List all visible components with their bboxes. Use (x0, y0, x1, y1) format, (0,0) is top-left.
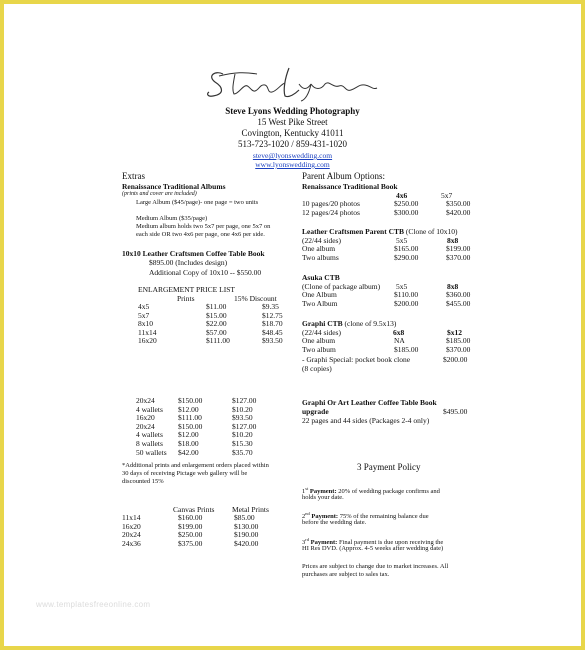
table-row: 16x20 $111.00 $93.50 (138, 336, 283, 346)
table-row: 24x36 $375.00 $420.00 (122, 538, 259, 548)
enl-note-2: 30 days of receiving Pictage web gallery will be (122, 470, 248, 477)
ren-book-title: Renaissance Traditional Book (302, 182, 398, 191)
payment-2-line-2: before the wedding date. (302, 519, 367, 526)
payment-1-line-2: holds your date. (302, 494, 344, 501)
graphi-special: - Graphi Special: pocket book clone (302, 355, 411, 364)
coffee-book-copy: Additional Copy of 10x10 -- $550.00 (149, 268, 262, 277)
table-row: 16x20 $199.00 $130.00 (122, 521, 259, 531)
table-row: 20x24 $150.00 $127.00 (136, 421, 257, 431)
payment-policy-title: 3 Payment Policy (357, 462, 421, 472)
price-notice-1: Prices are subject to change due to market increases. All (302, 563, 449, 570)
ren-book-table (302, 200, 470, 217)
payment-3-line-2: HI Res DVD. (Approx. 4-5 weeks after wedding date) (302, 545, 444, 552)
graphi-sides: (22/44 sides) (302, 328, 341, 337)
company-name: Steve Lyons Wedding Photography (225, 106, 360, 116)
upgrade-title-1: Graphi Or Art Leather Coffee Table Book (302, 398, 437, 407)
graphi-table (302, 337, 470, 354)
table-row: One album $165.00 $199.00 (302, 244, 471, 253)
upgrade-desc: 22 pages and 44 sides (Packages 2-4 only) (302, 416, 430, 425)
table-row: 20x24 $250.00 $190.00 (122, 530, 259, 540)
payment-1-line-1: 1st Payment: 20% of wedding package confirms and (302, 486, 440, 496)
phone-numbers: 513-723-1020 / 859-431-1020 (238, 139, 347, 149)
enlargement-title: ENLARGEMENT PRICE LIST (138, 285, 235, 294)
leather-ctb-title: Leather Craftsmen Parent CTB (Clone of 10x10) (302, 227, 458, 236)
enl-header-discount: 15% Discount (234, 294, 277, 303)
canvas-header: Canvas Prints (173, 505, 215, 514)
table-row: Two albums $290.00 $370.00 (302, 252, 471, 262)
table-row: 12 pages/24 photos $300.00 $420.00 (302, 207, 471, 217)
website-link[interactable]: www.lyonswedding.com (255, 160, 330, 169)
graphi-title: Graphi CTB (clone of 9.5x13) (302, 319, 397, 328)
medium-album-desc-2: each side OR two 4x6 per page, one 4x6 per side. (136, 231, 265, 238)
address-city: Covington, Kentucky 41011 (241, 128, 344, 138)
table-row: 8 wallets $18.00 $15.30 (136, 438, 253, 448)
enl-header-prints: Prints (177, 294, 195, 303)
enl-note-1: *Additional prints and enlargement orders placed within (122, 462, 269, 469)
asuka-col-8x8: 8x8 (447, 282, 459, 291)
payment-2-line-1: 2nd Payment: 75% of the remaining balance due (302, 511, 429, 521)
payment-3-line-1: 3rd Payment: Final payment is due upon receiving the (302, 537, 444, 547)
table-row: 8x10 $22.00 $18.70 (138, 319, 283, 329)
leather-col-8x8: 8x8 (447, 236, 459, 245)
signature-logo (205, 64, 380, 102)
table-row: 4 wallets $12.00 $10.20 (136, 430, 253, 440)
wall-prints-table (136, 397, 256, 457)
graphi-special-copies: (8 copies) (302, 364, 332, 373)
coffee-book-title: 10x10 Leather Craftsmen Coffee Table Book (122, 249, 265, 258)
upgrade-title-2: upgrade (302, 407, 329, 416)
graphi-col-8x12: $x12 (447, 328, 462, 337)
table-row: Two Album $200.00 $455.00 (302, 298, 471, 308)
table-row: Two album $185.00 $370.00 (302, 344, 471, 354)
extras-title: Extras (122, 171, 145, 181)
address-street: 15 West Pike Street (257, 117, 328, 127)
upgrade-price: $495.00 (443, 407, 468, 416)
table-row: 4 wallets $12.00 $10.20 (136, 404, 253, 414)
coffee-book-price: $895.00 (Includes design) (149, 258, 228, 267)
leather-col-5x5: 5x5 (396, 236, 408, 245)
leather-table (302, 245, 470, 262)
table-row: 4x5 $11.00 $9.35 (138, 302, 279, 311)
ren-albums-note: (prints and cover are included) (122, 191, 197, 197)
large-album-text: Large Album ($45/page)- one page = two units (136, 199, 259, 206)
asuka-table (302, 291, 470, 308)
watermark: www.templatesfreeonline.com (36, 600, 151, 609)
table-row: 16x20 $111.00 $93.50 (136, 413, 253, 423)
metal-header: Metal Prints (232, 505, 269, 514)
email-link[interactable]: steve@lyonswedding.com (252, 151, 333, 160)
ren-col-4x6: 4x6 (396, 191, 408, 200)
table-row: 11x14 $160.00 $85.00 (122, 513, 255, 522)
asuka-title: Asuka CTB (302, 273, 340, 282)
parent-options-title: Parent Album Options: (302, 171, 385, 181)
table-row: 10 pages/20 photos $250.00 $350.00 (302, 199, 471, 208)
table-row: 20x24 $150.00 $127.00 (136, 396, 257, 405)
asuka-col-5x5: 5x5 (396, 282, 408, 291)
medium-album-text: Medium Album ($35/page) (136, 215, 208, 222)
enl-note-3: discounted 15% (122, 478, 164, 485)
table-row: One album NA $185.00 (302, 336, 471, 345)
ren-albums-title: Renaissance Traditional Albums (122, 182, 226, 191)
canvas-metal-table (122, 514, 258, 548)
table-row: 5x7 $15.00 $12.75 (138, 310, 283, 320)
graphi-col-6x8: 6x8 (393, 328, 405, 337)
leather-sides: (22/44 sides) (302, 236, 341, 245)
ren-col-5x7: 5x7 (441, 191, 453, 200)
enlargement-table (138, 303, 283, 346)
asuka-sub: (Clone of package album) (302, 282, 381, 291)
price-notice-2: purchases are subject to sales tax. (302, 571, 390, 578)
medium-album-desc-1: Medium album holds two 5x7 per page, one 5x7 on (136, 223, 271, 230)
table-row: One Album $110.00 $360.00 (302, 290, 471, 299)
table-row: 50 wallets $42.00 $35.70 (136, 447, 253, 457)
table-row: 11x14 $57.00 $48.45 (138, 327, 283, 337)
graphi-special-price: $200.00 (443, 355, 468, 364)
